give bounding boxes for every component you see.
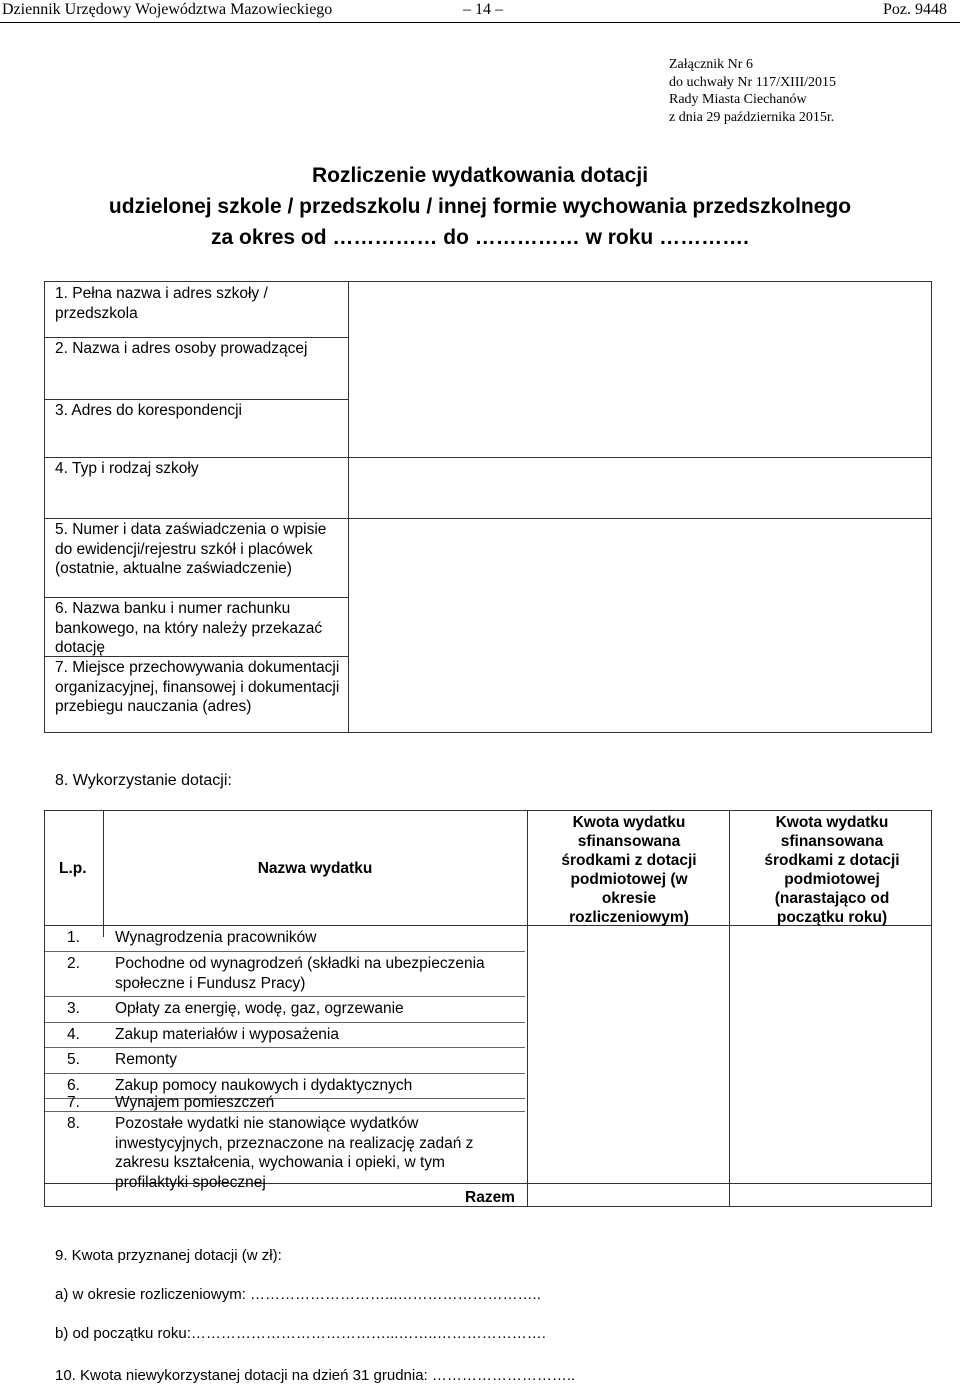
row-expense-name: Wynagrodzenia pracowników: [115, 929, 317, 946]
title-line: udzielonej szkole / przedszkolu / innej formie wychowania przedszkolnego: [108, 195, 852, 218]
row-number: 6.: [67, 1077, 80, 1094]
row-number: 5.: [67, 1051, 80, 1068]
question-9: 9. Kwota przyznanej dotacji (w zł):: [55, 1247, 282, 1264]
page-header: [0, 0, 960, 23]
info-label-address: 3. Adres do korespondencji: [55, 402, 242, 419]
question-9a: a) w okresie rozliczeniowym: ………………………...………………………..: [55, 1286, 541, 1303]
row-number: 7.: [67, 1094, 80, 1111]
info-label-documentation: 7. Miejsce przechowywania dokumentacji organizacyjnej, finansowej i dokumentacji przebiegu nauczania (adres): [55, 659, 340, 715]
position-number: Poz. 9448: [883, 1, 947, 18]
page-number: – 14 –: [463, 1, 503, 18]
row-expense-name: Zakup materiałów i wyposażenia: [115, 1026, 339, 1043]
section-8-title: 8. Wykorzystanie dotacji:: [55, 772, 232, 789]
row-number: 3.: [67, 1000, 80, 1017]
info-table: [44, 281, 932, 733]
col-header-cumulative: Kwota wydatku sfinansowana środkami z dotacji podmiotowej (narastająco od początku roku): [764, 814, 900, 926]
row-number: 2.: [67, 955, 80, 972]
total-label: Razem: [465, 1189, 515, 1206]
info-label-operator: 2. Nazwa i adres osoby prowadzącej: [55, 340, 308, 357]
expenses-table: [44, 810, 932, 1207]
question-10: 10. Kwota niewykorzystanej dotacji na dzień 31 grudnia: ………………………..: [55, 1367, 576, 1384]
col-header-name: Nazwa wydatku: [257, 860, 373, 877]
annex-line: do uchwały Nr 117/XIII/2015: [669, 74, 837, 90]
info-label-bank: 6. Nazwa banku i numer rachunku bankowego, na który należy przekazać dotację: [55, 600, 323, 656]
document-title: [0, 160, 960, 253]
annex-line: Rady Miasta Ciechanów: [669, 92, 807, 107]
title-line: za okres od …………… do …………… w roku ………….: [211, 226, 749, 249]
col-header-lp: L.p.: [59, 860, 87, 877]
row-expense-name: Wynajem pomieszczeń: [115, 1094, 275, 1111]
row-expense-name: Pochodne od wynagrodzeń (składki na ubezpieczenia społeczne i Fundusz Pracy): [115, 955, 485, 992]
annex-line: z dnia 29 października 2015r.: [669, 109, 835, 125]
annex-line: Załącznik Nr 6: [669, 57, 753, 72]
row-expense-name: Zakup pomocy naukowych i dydaktycznych: [115, 1077, 413, 1094]
title-line: Rozliczenie wydatkowania dotacji: [311, 164, 649, 187]
info-label-school-name: 1. Pełna nazwa i adres szkoły / przedszkola: [55, 285, 268, 322]
row-expense-name: Remonty: [115, 1051, 178, 1068]
annex-note: [669, 56, 836, 126]
info-label-certificate: 5. Numer i data zaświadczenia o wpisie do ewidencji/rejestru szkół i placówek (ostatnie, aktualne zaświadczenie): [55, 521, 327, 577]
row-number: 1.: [67, 929, 80, 946]
col-header-period: Kwota wydatku sfinansowana środkami z dotacji podmiotowej (w okresie rozliczeniowym): [561, 814, 697, 926]
row-expense-name: Opłaty za energię, wodę, gaz, ogrzewanie: [115, 1000, 404, 1017]
question-9b: b) od początku roku:…………………………………...……..………………….: [55, 1325, 546, 1342]
info-label-school-type: 4. Typ i rodzaj szkoły: [55, 460, 199, 477]
row-number: 4.: [67, 1026, 80, 1043]
journal-title: Dziennik Urzędowy Województwa Mazowieckiego: [2, 1, 333, 18]
row-number: 8.: [67, 1115, 80, 1132]
row-expense-name: Pozostałe wydatki nie stanowiące wydatków inwestycyjnych, przeznaczone na realizację zadań z zakresu kształcenia, wychowania i opieki, w tym profilaktyki społecznej: [115, 1115, 474, 1191]
